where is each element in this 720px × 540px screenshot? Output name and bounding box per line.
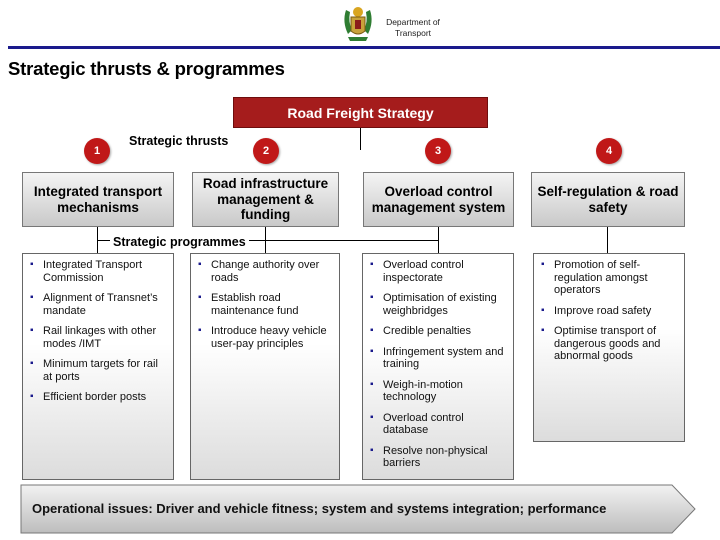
programme-item: ▪ Weigh-in-motion technology [369, 379, 507, 404]
programme-box-1 [22, 253, 174, 480]
programme-item: ▪ Overload control inspectorate [369, 259, 507, 284]
department-line-1: Department of [386, 17, 440, 27]
operational-issues-text: Operational issues: Driver and vehicle fitness; system and systems integration; performance [32, 501, 607, 516]
thrust-number-2: 2 [253, 138, 279, 164]
department-name [378, 17, 448, 39]
strategic-thrusts-label: Strategic thrusts [129, 134, 229, 148]
connector-strategy-down [360, 128, 361, 150]
programme-item: ▪ Improve road safety [540, 305, 678, 318]
connector-programme-2 [265, 227, 266, 253]
programme-item: ▪ Optimisation of existing weighbridges [369, 292, 507, 317]
programme-item: ▪ Integrated Transport Commission [29, 259, 167, 284]
programme-item: ▪ Alignment of Transnet’s mandate [29, 292, 167, 317]
thrust-number-4: 4 [596, 138, 622, 164]
thrust-number-3: 3 [425, 138, 451, 164]
programme-item: ▪ Rail linkages with other modes /IMT [29, 325, 167, 350]
strategic-programmes-label: Strategic programmes [110, 235, 249, 249]
programme-item: ▪ Resolve non-physical barriers [369, 445, 507, 470]
connector-programme-1 [97, 227, 98, 253]
programme-item: ▪ Minimum targets for rail at ports [29, 358, 167, 383]
programme-item: ▪ Promotion of self-regulation amongst operators [540, 259, 678, 297]
coat-of-arms-icon [340, 4, 376, 44]
programme-item: ▪ Overload control database [369, 412, 507, 437]
thrust-box-4: Self-regulation & road safety [531, 172, 685, 227]
department-line-2: Transport [394, 28, 432, 38]
programme-box-2 [190, 253, 340, 480]
road-freight-strategy-box: Road Freight Strategy [233, 97, 488, 128]
programme-item: ▪ Optimise transport of dangerous goods and abnormal goods [540, 325, 678, 363]
page-title: Strategic thrusts & programmes [8, 58, 285, 79]
programme-box-3 [362, 253, 514, 480]
programme-item: ▪ Change authority over roads [197, 259, 333, 284]
thrust-box-3: Overload control management system [363, 172, 514, 227]
programme-item: ▪ Efficient border posts [29, 391, 167, 404]
programme-item: ▪ Introduce heavy vehicle user-pay principles [197, 325, 333, 350]
thrust-box-2: Road infrastructure management & funding [192, 172, 339, 227]
programme-item: ▪ Infringement system and training [369, 346, 507, 371]
programme-item: ▪ Credible penalties [369, 325, 507, 338]
connector-programme-4 [607, 227, 608, 253]
header-rule [8, 46, 720, 49]
thrust-box-1: Integrated transport mechanisms [22, 172, 174, 227]
connector-programme-3 [438, 227, 439, 253]
thrust-number-1: 1 [84, 138, 110, 164]
programme-box-4 [533, 253, 685, 442]
programme-item: ▪ Establish road maintenance fund [197, 292, 333, 317]
